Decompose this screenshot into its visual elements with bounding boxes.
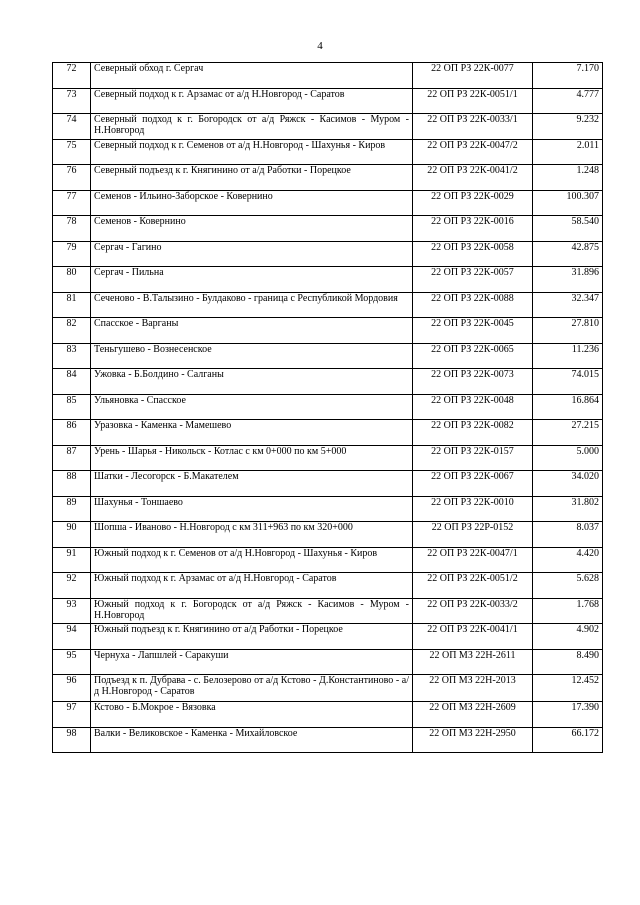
- row-number-cell: 93: [53, 598, 91, 624]
- road-id-cell: 22 ОП РЗ 22К-0051/2: [413, 573, 533, 599]
- road-name-cell: Уразовка - Каменка - Мамешево: [91, 420, 413, 446]
- page-number: 4: [317, 40, 323, 52]
- road-id-cell: 22 ОП РЗ 22К-0010: [413, 496, 533, 522]
- row-number-cell: 75: [53, 139, 91, 165]
- road-length-cell: 66.172: [533, 727, 603, 753]
- road-id-cell: 22 ОП РЗ 22К-0082: [413, 420, 533, 446]
- roads-table: [52, 62, 603, 753]
- road-id-cell: 22 ОП РЗ 22К-0041/2: [413, 165, 533, 191]
- road-id-cell: 22 ОП РЗ 22К-0057: [413, 267, 533, 293]
- road-id-cell: 22 ОП РЗ 22К-0047/2: [413, 139, 533, 165]
- road-id-cell: 22 ОП РЗ 22К-0077: [413, 63, 533, 89]
- table-row: [53, 394, 603, 420]
- road-id-cell: 22 ОП РЗ 22К-0016: [413, 216, 533, 242]
- table-row: [53, 241, 603, 267]
- table-row: [53, 702, 603, 728]
- road-id-cell: 22 ОП РЗ 22К-0045: [413, 318, 533, 344]
- row-number-cell: 76: [53, 165, 91, 191]
- road-id-cell: 22 ОП РЗ 22К-0041/1: [413, 624, 533, 650]
- table-row: [53, 139, 603, 165]
- road-length-cell: 7.170: [533, 63, 603, 89]
- road-length-cell: 34.020: [533, 471, 603, 497]
- road-length-cell: 5.000: [533, 445, 603, 471]
- road-name-cell: Ульяновка - Спасское: [91, 394, 413, 420]
- road-id-cell: 22 ОП РЗ 22Р-0152: [413, 522, 533, 548]
- road-id-cell: 22 ОП РЗ 22К-0033/2: [413, 598, 533, 624]
- row-number-cell: 86: [53, 420, 91, 446]
- table-row: [53, 267, 603, 293]
- row-number-cell: 72: [53, 63, 91, 89]
- table-row: [53, 598, 603, 624]
- road-name-cell: Южный подъезд к г. Княгинино от а/д Работки - Порецкое: [91, 624, 413, 650]
- road-name-cell: Кстово - Б.Мокрое - Вязовка: [91, 702, 413, 728]
- road-length-cell: 12.452: [533, 675, 603, 702]
- table-row: [53, 522, 603, 548]
- road-length-cell: 8.037: [533, 522, 603, 548]
- road-length-cell: 1.248: [533, 165, 603, 191]
- road-name-cell: Северный обход г. Сергач: [91, 63, 413, 89]
- row-number-cell: 97: [53, 702, 91, 728]
- row-number-cell: 82: [53, 318, 91, 344]
- table-row: [53, 496, 603, 522]
- row-number-cell: 94: [53, 624, 91, 650]
- row-number-cell: 91: [53, 547, 91, 573]
- road-length-cell: 16.864: [533, 394, 603, 420]
- row-number-cell: 74: [53, 114, 91, 140]
- road-id-cell: 22 ОП МЗ 22Н-2013: [413, 675, 533, 702]
- road-name-cell: Северный подъезд к г. Княгинино от а/д Работки - Порецкое: [91, 165, 413, 191]
- road-length-cell: 1.768: [533, 598, 603, 624]
- road-length-cell: 8.490: [533, 649, 603, 675]
- road-name-cell: Южный подход к г. Арзамас от а/д Н.Новгород - Саратов: [91, 573, 413, 599]
- road-name-cell: Подъезд к п. Дубрава - с. Белозерово от а/д Кстово - Д.Константиново - а/д Н.Новгород - Саратов: [91, 675, 413, 702]
- row-number-cell: 77: [53, 190, 91, 216]
- road-name-cell: Семенов - Ильино-Заборское - Ковернино: [91, 190, 413, 216]
- table-row: [53, 420, 603, 446]
- road-name-cell: Северный подход к г. Семенов от а/д Н.Новгород - Шахунья - Киров: [91, 139, 413, 165]
- road-id-cell: 22 ОП РЗ 22К-0058: [413, 241, 533, 267]
- road-name-cell: Северный подход к г. Арзамас от а/д Н.Новгород - Саратов: [91, 88, 413, 114]
- road-name-cell: Сергач - Гагино: [91, 241, 413, 267]
- road-length-cell: 27.810: [533, 318, 603, 344]
- road-name-cell: Урень - Шарья - Никольск - Котлас с км 0+000 по км 5+000: [91, 445, 413, 471]
- table-row: [53, 547, 603, 573]
- road-id-cell: 22 ОП РЗ 22К-0088: [413, 292, 533, 318]
- road-length-cell: 31.896: [533, 267, 603, 293]
- table-row: [53, 445, 603, 471]
- road-length-cell: 4.777: [533, 88, 603, 114]
- row-number-cell: 85: [53, 394, 91, 420]
- table-row: [53, 165, 603, 191]
- table-row: [53, 88, 603, 114]
- road-length-cell: 58.540: [533, 216, 603, 242]
- row-number-cell: 98: [53, 727, 91, 753]
- row-number-cell: 79: [53, 241, 91, 267]
- table-row: [53, 292, 603, 318]
- table-row: [53, 343, 603, 369]
- road-id-cell: 22 ОП РЗ 22К-0029: [413, 190, 533, 216]
- table-row: [53, 649, 603, 675]
- road-length-cell: 5.628: [533, 573, 603, 599]
- road-length-cell: 17.390: [533, 702, 603, 728]
- road-id-cell: 22 ОП МЗ 22Н-2609: [413, 702, 533, 728]
- road-id-cell: 22 ОП РЗ 22К-0033/1: [413, 114, 533, 140]
- table-row: [53, 573, 603, 599]
- table-row: [53, 727, 603, 753]
- row-number-cell: 80: [53, 267, 91, 293]
- road-id-cell: 22 ОП РЗ 22К-0067: [413, 471, 533, 497]
- road-id-cell: 22 ОП РЗ 22К-0157: [413, 445, 533, 471]
- row-number-cell: 88: [53, 471, 91, 497]
- row-number-cell: 96: [53, 675, 91, 702]
- road-id-cell: 22 ОП МЗ 22Н-2950: [413, 727, 533, 753]
- road-length-cell: 9.232: [533, 114, 603, 140]
- row-number-cell: 78: [53, 216, 91, 242]
- table-row: [53, 675, 603, 702]
- road-name-cell: Шопша - Иваново - Н.Новгород с км 311+963 по км 320+000: [91, 522, 413, 548]
- table-row: [53, 63, 603, 89]
- table-row: [53, 114, 603, 140]
- table-row: [53, 369, 603, 395]
- road-name-cell: Южный подход к г. Семенов от а/д Н.Новгород - Шахунья - Киров: [91, 547, 413, 573]
- road-length-cell: 32.347: [533, 292, 603, 318]
- road-name-cell: Сергач - Пильна: [91, 267, 413, 293]
- road-name-cell: Семенов - Ковернино: [91, 216, 413, 242]
- road-id-cell: 22 ОП РЗ 22К-0051/1: [413, 88, 533, 114]
- road-name-cell: Теньгушево - Вознесенское: [91, 343, 413, 369]
- road-length-cell: 2.011: [533, 139, 603, 165]
- road-name-cell: Шахунья - Тоншаево: [91, 496, 413, 522]
- road-name-cell: Спасское - Варганы: [91, 318, 413, 344]
- road-name-cell: Шатки - Лесогорск - Б.Макателем: [91, 471, 413, 497]
- road-length-cell: 74.015: [533, 369, 603, 395]
- road-length-cell: 100.307: [533, 190, 603, 216]
- road-length-cell: 4.420: [533, 547, 603, 573]
- roads-table-body: [53, 63, 603, 753]
- road-id-cell: 22 ОП РЗ 22К-0047/1: [413, 547, 533, 573]
- row-number-cell: 83: [53, 343, 91, 369]
- road-length-cell: 42.875: [533, 241, 603, 267]
- road-name-cell: Чернуха - Лапшлей - Саракуши: [91, 649, 413, 675]
- road-length-cell: 31.802: [533, 496, 603, 522]
- road-length-cell: 11.236: [533, 343, 603, 369]
- road-length-cell: 4.902: [533, 624, 603, 650]
- row-number-cell: 81: [53, 292, 91, 318]
- table-row: [53, 471, 603, 497]
- road-id-cell: 22 ОП РЗ 22К-0048: [413, 394, 533, 420]
- road-name-cell: Сеченово - В.Талызино - Булдаково - граница с Республикой Мордовия: [91, 292, 413, 318]
- table-row: [53, 318, 603, 344]
- row-number-cell: 84: [53, 369, 91, 395]
- road-id-cell: 22 ОП МЗ 22Н-2611: [413, 649, 533, 675]
- table-row: [53, 190, 603, 216]
- row-number-cell: 90: [53, 522, 91, 548]
- road-name-cell: Северный подход к г. Богородск от а/д Ряжск - Касимов - Муром - Н.Новгород: [91, 114, 413, 140]
- road-name-cell: Валки - Великовское - Каменка - Михайловское: [91, 727, 413, 753]
- road-name-cell: Ужовка - Б.Болдино - Салганы: [91, 369, 413, 395]
- row-number-cell: 87: [53, 445, 91, 471]
- road-id-cell: 22 ОП РЗ 22К-0073: [413, 369, 533, 395]
- road-name-cell: Южный подход к г. Богородск от а/д Ряжск - Касимов - Муром - Н.Новгород: [91, 598, 413, 624]
- row-number-cell: 73: [53, 88, 91, 114]
- table-row: [53, 624, 603, 650]
- road-length-cell: 27.215: [533, 420, 603, 446]
- table-row: [53, 216, 603, 242]
- row-number-cell: 95: [53, 649, 91, 675]
- row-number-cell: 92: [53, 573, 91, 599]
- road-id-cell: 22 ОП РЗ 22К-0065: [413, 343, 533, 369]
- row-number-cell: 89: [53, 496, 91, 522]
